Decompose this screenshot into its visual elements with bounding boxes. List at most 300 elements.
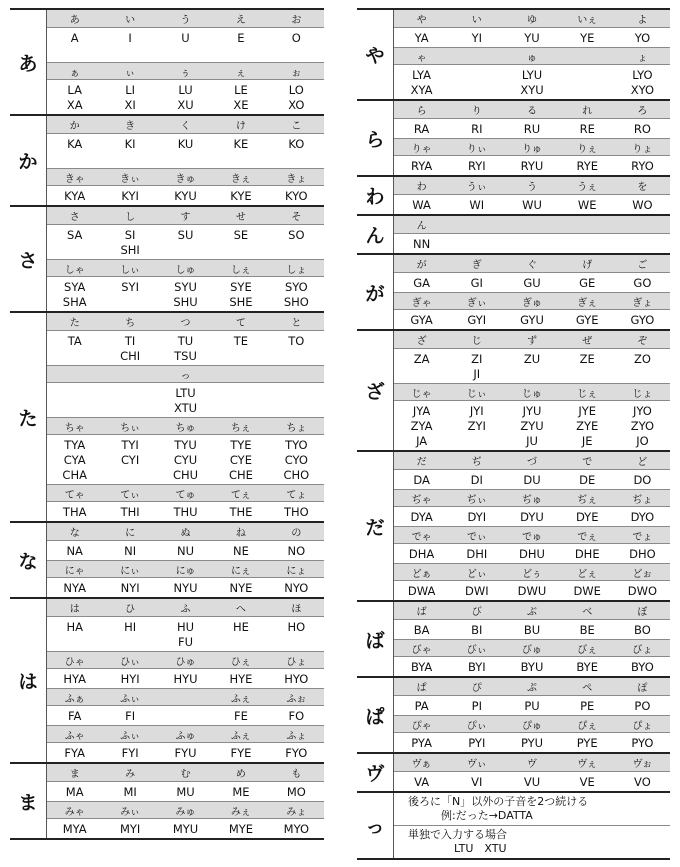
- romaji-entry: FYA: [64, 746, 86, 760]
- kana-cell: ぴゃ: [411, 720, 432, 732]
- kana-row: [47, 688, 324, 705]
- romaji-cell: [269, 620, 324, 635]
- romaji-entry: DWI: [464, 584, 489, 598]
- kana-cell: ぎょ: [632, 297, 653, 309]
- romaji-entry: WE: [577, 198, 597, 212]
- romaji-entry: SA: [67, 228, 83, 242]
- kana-cell: きぇ: [230, 173, 251, 185]
- kana-cell: じゅ: [522, 388, 542, 400]
- kana-cell: ちゃ: [64, 422, 85, 434]
- kana-cell: か: [69, 121, 80, 132]
- romaji-cell: [560, 623, 615, 638]
- romaji-entry: FA: [67, 709, 82, 723]
- romaji-entry: MO: [286, 785, 306, 799]
- romaji-cell: [504, 68, 559, 98]
- group-heading: ヴ: [357, 754, 394, 791]
- romaji-cell: [213, 746, 268, 761]
- kana-cell: ゃ: [416, 52, 427, 64]
- romaji-entry: MYU: [172, 822, 199, 836]
- romaji-cell: [560, 547, 615, 562]
- romaji-cell: [47, 280, 102, 310]
- kana-cell: ま: [69, 769, 80, 780]
- romaji-cell: [47, 746, 102, 761]
- romaji-entry: PYO: [631, 736, 654, 750]
- romaji-cell: [449, 352, 504, 382]
- romaji-cell: [158, 189, 213, 204]
- romaji-entry: U: [181, 31, 190, 45]
- kana-cell: みぇ: [230, 806, 251, 818]
- romaji-entry: BE: [579, 623, 595, 637]
- kana-cell: ふぇ: [230, 693, 251, 705]
- kana-cell: ぢゃ: [411, 494, 432, 506]
- kana-row: [394, 383, 670, 400]
- romaji-cell: [47, 83, 102, 113]
- romaji-row: [47, 742, 324, 762]
- romaji-row: [394, 656, 670, 676]
- kana-cell: ぽ: [637, 683, 648, 694]
- romaji-cell: [394, 276, 449, 291]
- romaji-cell: [213, 228, 268, 243]
- romaji-cell: [449, 510, 504, 525]
- kana-row: [394, 177, 670, 194]
- kana-group: [10, 205, 324, 311]
- romaji-cell: [615, 547, 670, 562]
- romaji-cell: [504, 313, 559, 328]
- romaji-cell: [615, 352, 670, 367]
- romaji-entry: NYU: [173, 581, 198, 595]
- romaji-entry: DHU: [519, 547, 545, 561]
- kana-cell: て: [235, 318, 246, 329]
- kana-cell: ぴゅ: [522, 720, 542, 732]
- romaji-entry: TYI: [121, 438, 139, 452]
- kana-group: [10, 114, 324, 205]
- romaji-row: [394, 64, 670, 99]
- kana-cell: め: [235, 769, 246, 780]
- romaji-entry: ZYE: [576, 419, 599, 433]
- romaji-entry: NU: [177, 544, 195, 558]
- romaji-cell: [615, 159, 670, 174]
- romaji-row: [394, 506, 670, 526]
- kana-row: [47, 168, 324, 185]
- kana-group: [357, 8, 670, 99]
- romaji-row: [47, 577, 324, 597]
- romaji-cell: [504, 276, 559, 291]
- kana-cell: みゅ: [175, 806, 196, 818]
- romaji-entry: XTU: [173, 401, 198, 415]
- romaji-cell: [102, 31, 157, 46]
- romaji-entry: NYE: [229, 581, 253, 595]
- kana-cell: ひぇ: [230, 656, 251, 668]
- romaji-cell: [102, 581, 157, 596]
- kana-cell: でゅ: [522, 531, 542, 543]
- romaji-entry: KE: [233, 137, 249, 151]
- kana-cell: てぇ: [230, 489, 251, 501]
- romaji-entry: PA: [414, 699, 429, 713]
- romaji-cell: [213, 31, 268, 46]
- romaji-entry: SHI: [120, 243, 140, 257]
- romaji-cell: [615, 660, 670, 675]
- kana-cell: ら: [416, 106, 427, 117]
- romaji-cell: [560, 404, 615, 449]
- kana-cell: びゅ: [522, 644, 542, 656]
- romaji-entry: PYE: [576, 736, 598, 750]
- romaji-entry: GYI: [467, 313, 487, 327]
- kana-cell: ぱ: [416, 683, 427, 694]
- kana-row: [47, 651, 324, 668]
- kana-cell: どぁ: [411, 568, 432, 580]
- romaji-cell: [615, 584, 670, 599]
- romaji-entry: KYA: [64, 189, 86, 203]
- kana-row: [47, 313, 324, 330]
- romaji-cell: [560, 122, 615, 137]
- romaji-entry: XYO: [630, 83, 655, 97]
- romaji-entry: THO: [283, 505, 309, 519]
- romaji-cell: [449, 584, 504, 599]
- romaji-entry: PU: [524, 699, 540, 713]
- romaji-entry: BU: [523, 623, 541, 637]
- romaji-entry: SI: [124, 228, 136, 242]
- kana-cell: てぃ: [120, 489, 141, 501]
- romaji-cell: [47, 581, 102, 596]
- kana-cell: や: [416, 15, 427, 26]
- kana-cell: が: [416, 260, 427, 271]
- romaji-cell: [47, 189, 102, 204]
- romaji-cell: [394, 237, 449, 252]
- romaji-entry: XYU: [520, 83, 544, 97]
- kana-cell: ば: [416, 607, 427, 618]
- group-heading: か: [10, 116, 47, 205]
- romaji-cell: [394, 510, 449, 525]
- romaji-entry: RYU: [520, 159, 544, 173]
- romaji-entry: LA: [67, 83, 82, 97]
- romaji-entry: VI: [471, 775, 483, 789]
- romaji-entry: LU: [178, 83, 193, 97]
- romaji-entry: LI: [125, 83, 136, 97]
- romaji-entry: ZA: [413, 352, 430, 366]
- romaji-cell: [269, 228, 324, 243]
- romaji-entry: NN: [412, 237, 431, 251]
- romaji-entry: BYO: [631, 660, 654, 674]
- kana-cell: りょ: [632, 143, 653, 155]
- romaji-cell: [158, 672, 213, 687]
- romaji-cell: [394, 352, 449, 367]
- romaji-entry: JO: [636, 434, 649, 448]
- kana-row: [47, 417, 324, 434]
- romaji-cell: [504, 584, 559, 599]
- kana-cell: す: [180, 212, 191, 223]
- romaji-entry: ZE: [579, 352, 595, 366]
- kana-cell: よ: [637, 15, 648, 26]
- romaji-cell: [560, 473, 615, 488]
- romaji-row: [394, 155, 670, 175]
- kana-cell: く: [180, 121, 191, 132]
- romaji-entry: DE: [579, 473, 596, 487]
- romaji-entry: PO: [634, 699, 651, 713]
- romaji-entry: LYU: [521, 68, 543, 82]
- romaji-entry: KU: [177, 137, 194, 151]
- romaji-entry: RYA: [410, 159, 433, 173]
- romaji-entry: NYA: [63, 581, 86, 595]
- romaji-entry: XE: [233, 98, 249, 112]
- romaji-entry: GYU: [520, 313, 544, 327]
- romaji-entry: TI: [124, 334, 136, 348]
- romaji-entry: MYA: [62, 822, 87, 836]
- group-heading: が: [357, 255, 394, 329]
- kana-cell: しぃ: [120, 264, 141, 276]
- romaji-cell: [394, 623, 449, 638]
- kana-cell: りぃ: [466, 143, 487, 155]
- kana-row: [394, 292, 670, 309]
- romaji-cell: [213, 785, 268, 800]
- kana-cell: さ: [69, 212, 80, 223]
- kana-cell: な: [69, 528, 80, 539]
- romaji-row: [394, 619, 670, 639]
- kana-cell: ぢぇ: [577, 494, 598, 506]
- romaji-entry: MU: [176, 785, 195, 799]
- kana-row: [394, 489, 670, 506]
- romaji-entry: KO: [288, 137, 305, 151]
- romaji-entry: JI: [473, 367, 481, 381]
- kana-row: [47, 599, 324, 616]
- romaji-entry: CHU: [172, 468, 199, 482]
- romaji-entry: HYA: [63, 672, 87, 686]
- kana-cell: でゃ: [411, 531, 432, 543]
- romaji-entry: SYI: [121, 280, 139, 294]
- kana-cell: にゅ: [175, 565, 196, 577]
- kana-cell: い: [125, 15, 136, 26]
- romaji-entry: CHI: [120, 349, 141, 363]
- romaji-entry: DHA: [408, 547, 435, 561]
- kana-cell: しゅ: [175, 264, 196, 276]
- kana-cell: の: [291, 528, 302, 539]
- kana-cell: た: [69, 318, 80, 329]
- kana-cell: ぢゅ: [522, 494, 542, 506]
- romaji-cell: [504, 547, 559, 562]
- romaji-cell: [394, 660, 449, 675]
- romaji-entry: JYO: [632, 404, 652, 418]
- kana-cell: どぉ: [632, 568, 653, 580]
- romaji-cell: [102, 709, 157, 724]
- romaji-row: [47, 501, 324, 521]
- romaji-row: [47, 781, 324, 801]
- romaji-cell: [213, 620, 268, 635]
- romaji-entry: SYU: [174, 280, 197, 294]
- romaji-cell: [394, 584, 449, 599]
- romaji-entry: HA: [66, 620, 83, 634]
- romaji-cell: [47, 672, 102, 687]
- kana-cell: ぬ: [180, 528, 191, 539]
- romaji-cell: [269, 83, 324, 113]
- kana-cell: きょ: [286, 173, 307, 185]
- kana-cell: どぃ: [466, 568, 487, 580]
- romaji-cell: [560, 159, 615, 174]
- romaji-cell: [213, 709, 268, 724]
- romaji-cell: [269, 505, 324, 520]
- romaji-entry: BYU: [520, 660, 544, 674]
- romaji-cell: [158, 386, 213, 416]
- romaji-cell: [158, 544, 213, 559]
- kana-group: [10, 521, 324, 597]
- kana-cell: びぃ: [466, 644, 487, 656]
- romaji-entry: TO: [288, 334, 305, 348]
- kana-group: [357, 676, 670, 752]
- romaji-entry: VA: [414, 775, 430, 789]
- romaji-cell: [158, 137, 213, 152]
- kana-cell: じ: [471, 336, 482, 347]
- kana-cell: ふぃ: [120, 730, 141, 742]
- romaji-cell: [560, 775, 615, 790]
- romaji-entry: NI: [124, 544, 137, 558]
- kana-cell: あ: [69, 15, 80, 26]
- romaji-cell: [213, 672, 268, 687]
- romaji-cell: [158, 438, 213, 483]
- romaji-entry: BYA: [410, 660, 433, 674]
- kana-row: [394, 216, 670, 233]
- romaji-entry: GE: [579, 276, 596, 290]
- romaji-entry: THI: [120, 505, 140, 519]
- kana-cell: ちょ: [286, 422, 307, 434]
- kana-cell: ぢ: [471, 457, 482, 468]
- romaji-cell: [269, 438, 324, 483]
- romaji-cell: [269, 581, 324, 596]
- romaji-cell: [560, 276, 615, 291]
- kana-row: [47, 764, 324, 781]
- romaji-entry: NYO: [284, 581, 309, 595]
- kana-cell: てゃ: [64, 489, 85, 501]
- romaji-entry: HYO: [284, 672, 309, 686]
- romaji-cell: [269, 137, 324, 152]
- romaji-entry: DYA: [410, 510, 433, 524]
- kana-cell: きゃ: [64, 173, 85, 185]
- kana-row: [47, 259, 324, 276]
- romaji-entry: PYU: [520, 736, 544, 750]
- kana-cell: びぇ: [577, 644, 598, 656]
- romaji-cell: [504, 775, 559, 790]
- romaji-entry: JA: [416, 434, 428, 448]
- romaji-cell: [213, 505, 268, 520]
- kana-row: [47, 365, 324, 382]
- romaji-entry: MYE: [228, 822, 254, 836]
- kana-cell: ぴぃ: [466, 720, 487, 732]
- kana-row: [47, 484, 324, 501]
- romaji-entry: FYU: [174, 746, 197, 760]
- romaji-entry: HU: [176, 620, 195, 634]
- romaji-entry: NE: [232, 544, 249, 558]
- kana-cell: え: [235, 15, 246, 26]
- romaji-cell: [158, 581, 213, 596]
- kana-cell: でぃ: [466, 531, 487, 543]
- romaji-entry: RYE: [576, 159, 598, 173]
- romaji-cell: [615, 68, 670, 98]
- romaji-entry: FU: [177, 635, 194, 649]
- romaji-cell: [158, 280, 213, 310]
- romaji-row: [47, 330, 324, 365]
- group-heading: た: [10, 313, 47, 521]
- kana-cell: ぎぇ: [577, 297, 598, 309]
- romaji-entry: YI: [471, 31, 483, 45]
- romaji-entry: JYU: [522, 404, 542, 418]
- romaji-entry: GO: [633, 276, 652, 290]
- romaji-entry: VO: [634, 775, 651, 789]
- romaji-cell: [560, 510, 615, 525]
- kana-cell: ふょ: [286, 730, 307, 742]
- romaji-cell: [394, 159, 449, 174]
- romaji-cell: [158, 228, 213, 243]
- romaji-row: [394, 695, 670, 715]
- kana-cell: びゃ: [411, 644, 432, 656]
- romaji-entry: TYO: [285, 438, 308, 452]
- romaji-entry: CHO: [283, 468, 310, 482]
- romaji-entry: DWA: [407, 584, 436, 598]
- romaji-cell: [47, 505, 102, 520]
- romaji-entry: PI: [471, 699, 482, 713]
- romaji-cell: [47, 334, 102, 349]
- kana-group: [357, 600, 670, 676]
- romaji-entry: ZU: [523, 352, 541, 366]
- romaji-entry: ZYU: [520, 419, 544, 433]
- kana-cell: みぃ: [120, 806, 140, 818]
- romaji-cell: [102, 334, 157, 364]
- romaji-entry: TE: [233, 334, 249, 348]
- romaji-row: [394, 580, 670, 600]
- romaji-entry: GYA: [410, 313, 433, 327]
- romaji-entry: CYA: [63, 453, 86, 467]
- kana-cell: でょ: [632, 531, 653, 543]
- romaji-cell: [504, 159, 559, 174]
- kana-cell: る: [527, 106, 537, 117]
- kana-row: [394, 563, 670, 580]
- kana-cell: ひぃ: [120, 656, 141, 668]
- romaji-cell: [158, 620, 213, 650]
- kana-cell: りゅ: [522, 143, 542, 155]
- romaji-cell: [47, 31, 102, 46]
- romaji-cell: [394, 198, 449, 213]
- romaji-entry: CYI: [120, 453, 140, 467]
- romaji-entry: HYI: [120, 672, 140, 686]
- group-heading: ば: [357, 602, 394, 676]
- kana-cell: ふぃ: [120, 693, 141, 705]
- kana-cell: べ: [582, 607, 593, 618]
- romaji-row: [394, 400, 670, 450]
- romaji-cell: [213, 83, 268, 113]
- romaji-cell: [158, 822, 213, 837]
- romaji-entry: DU: [523, 473, 541, 487]
- romaji-entry: THA: [62, 505, 87, 519]
- kana-cell: う: [180, 15, 191, 26]
- kana-cell: に: [125, 528, 136, 539]
- romaji-cell: [102, 228, 157, 258]
- romaji-entry: FE: [233, 709, 248, 723]
- romaji-cell: [394, 473, 449, 488]
- kana-group: [357, 791, 670, 860]
- romaji-entry: RO: [633, 122, 651, 136]
- kana-cell: で: [582, 457, 593, 468]
- kana-cell: き: [125, 121, 136, 132]
- kana-cell: ほ: [291, 604, 302, 615]
- romaji-entry: MA: [65, 785, 84, 799]
- romaji-cell: [213, 189, 268, 204]
- kana-cell: う: [527, 182, 537, 193]
- kana-cell: いぇ: [577, 15, 598, 26]
- romaji-cell: [504, 510, 559, 525]
- kana-cell: ぼ: [637, 607, 648, 618]
- romaji-cell: [615, 623, 670, 638]
- romaji-entry: XU: [177, 98, 194, 112]
- kana-row: [394, 678, 670, 695]
- romaji-row: [47, 27, 324, 62]
- romaji-entry: TYU: [174, 438, 197, 452]
- kana-cell: きゅ: [175, 173, 196, 185]
